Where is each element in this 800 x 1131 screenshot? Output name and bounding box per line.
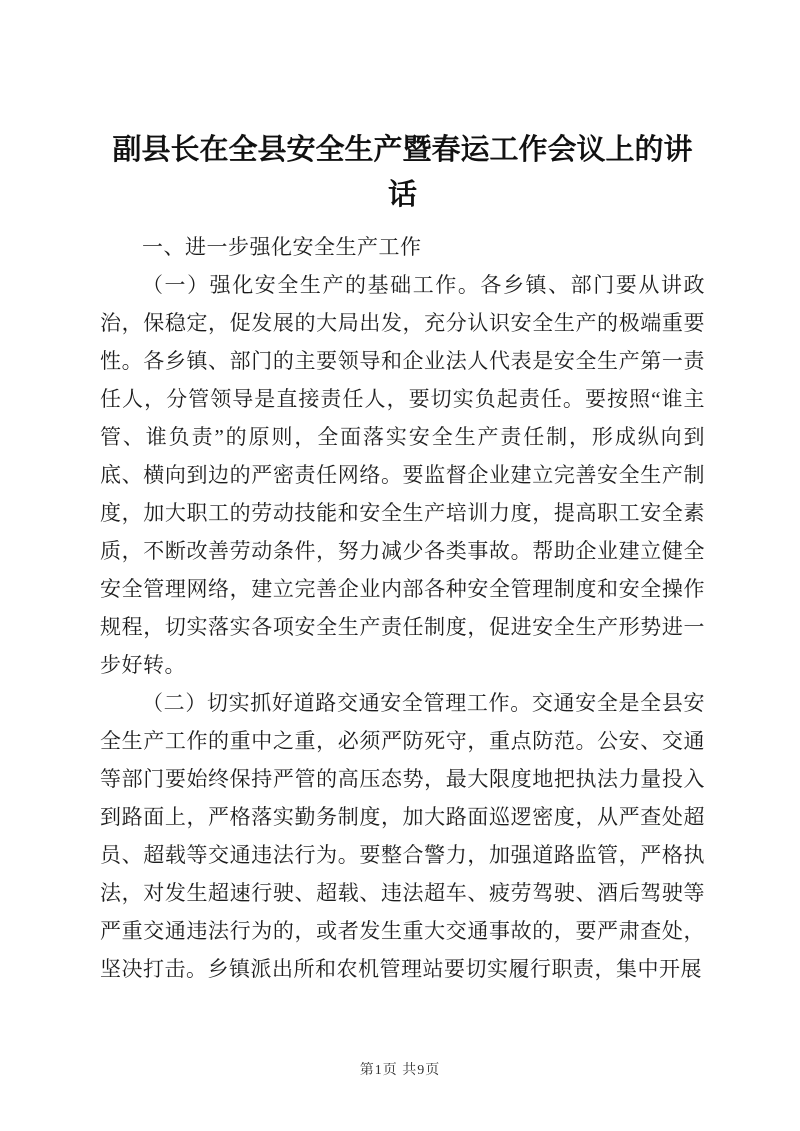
- page-number-footer: 第1页 共9页: [359, 1063, 441, 1078]
- document-body: [100, 228, 705, 988]
- paragraph-section-heading: 一、进一步强化安全生产工作: [142, 234, 422, 259]
- paragraph-body: （一）强化安全生产的基础工作。各乡镇、部门要从讲政治，保稳定，促发展的大局出发，充分认识安全生产的极端重要性。各乡镇、部门的主要领导和企业法人代表是安全生产第一责任人，分管领导是直接责任人，要切实负起责任。要按照“谁主管、谁负责”的原则，全面落实安全生产责任制，形成纵向到底、横向到边的严密责任网络。要监督企业建立完善安全生产制度，加大职工的劳动技能和安全生产培训力度，提高职工安全素质，不断改善劳动条件，努力减少各类事故。帮助企业建立健全安全管理网络，建立完善企业内部各种安全管理制度和安全操作规程，切实落实各项安全生产责任制度，促进安全生产形势进一步好转。: [100, 272, 705, 677]
- document-title: 副县长在全县安全生产暨春运工作会议上的讲话: [112, 134, 693, 211]
- paragraph-body: （二）切实抓好道路交通安全管理工作。交通安全是全县安全生产工作的重中之重，必须严防死守，重点防范。公安、交通等部门要始终保持严管的高压态势，最大限度地把执法力量投入到路面上，严格落实勤务制度，加大路面巡逻密度，从严查处超员、超载等交通违法行为。要整合警力，加强道路监管，严格执法，对发生超速行驶、超载、违法超车、疲劳驾驶、酒后驾驶等严重交通违法行为的，或者发生重大交通事故的，要严肃查处，坚决打击。乡镇派出所和农机管理站要切实履行职责，集中开展: [100, 690, 705, 981]
